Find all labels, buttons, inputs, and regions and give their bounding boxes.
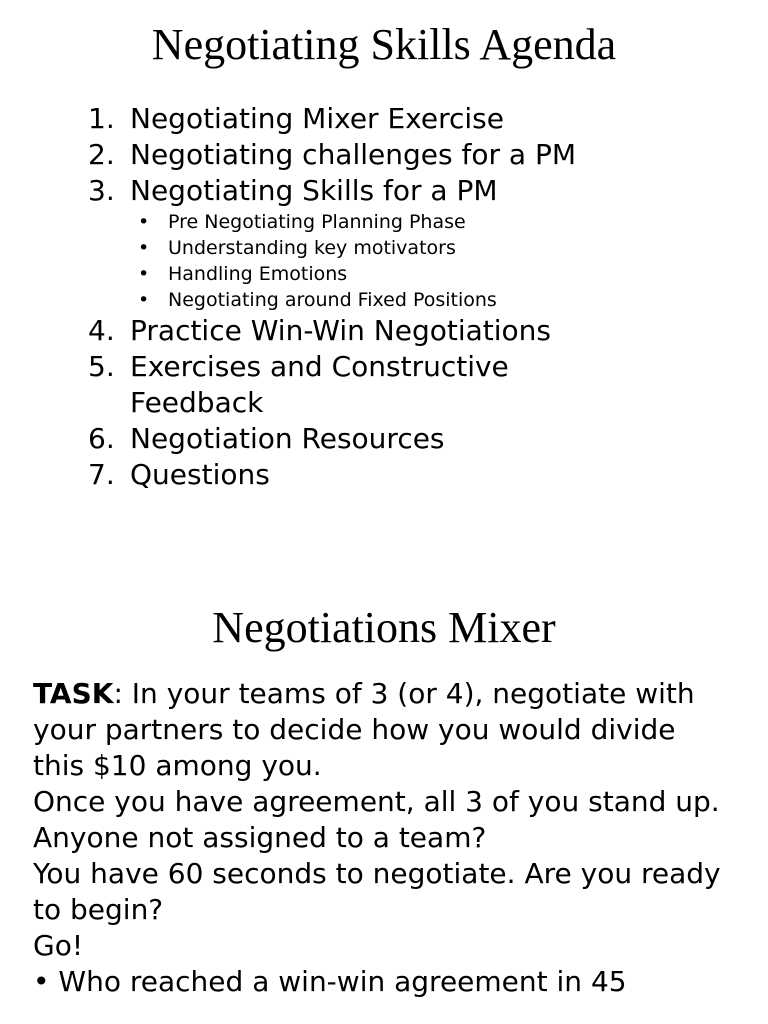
agenda-item-text: Negotiating Skills for a PM [130, 174, 498, 207]
agenda-item-5 [88, 349, 728, 421]
agenda-item-3 [88, 173, 728, 209]
sub-item-fixed-positions [130, 287, 728, 313]
agenda-sub-list [88, 209, 728, 313]
agenda-item-2 [88, 137, 728, 173]
sub-item-planning [130, 209, 728, 235]
instruction-line: You have 60 seconds to negotiate. Are you ready to begin? [33, 857, 721, 926]
sub-item-text: Negotiating around Fixed Positions [168, 289, 497, 311]
bullet-icon: • [138, 237, 150, 259]
task-label: TASK [33, 677, 114, 710]
agenda-title: Negotiating Skills Agenda [151, 20, 617, 69]
agenda-item-number: 3. [88, 174, 115, 207]
agenda-list [88, 101, 728, 493]
agenda-item-number: 5. [88, 350, 115, 383]
agenda-item-text: Negotiating Mixer Exercise [130, 102, 504, 135]
sub-item-text: Pre Negotiating Planning Phase [168, 211, 466, 233]
sub-item-motivators [130, 235, 728, 261]
agenda-item-number: 2. [88, 138, 115, 171]
bullet-icon: • [138, 263, 150, 285]
agenda-item-6 [88, 421, 728, 457]
agenda-item-4 [88, 313, 728, 349]
bullet-line: • Who reached a win-win agreement in 45 [33, 965, 627, 998]
agenda-item-number: 7. [88, 458, 115, 491]
sub-item-text: Understanding key motivators [168, 237, 456, 259]
sub-item-emotions [130, 261, 728, 287]
agenda-item-text: Exercises and Constructive Feedback [130, 350, 509, 419]
task-text: : In your teams of 3 (or 4), negotiate with your partners to decide how you would divide this $10 among you. [33, 677, 695, 782]
agenda-item-number: 6. [88, 422, 115, 455]
agenda-item-number: 4. [88, 314, 115, 347]
agenda-item-text: Practice Win-Win Negotiations [130, 314, 552, 347]
instruction-line: Once you have agreement, all 3 of you stand up. [33, 785, 720, 818]
task-paragraph [33, 676, 733, 784]
instruction-line: Anyone not assigned to a team? [33, 821, 487, 854]
mixer-title: Negotiations Mixer [212, 603, 556, 652]
agenda-item-text: Questions [130, 458, 270, 491]
mixer-body [33, 676, 733, 1000]
agenda-item-1 [88, 101, 728, 137]
agenda-item-text: Negotiation Resources [130, 422, 445, 455]
bullet-icon: • [138, 289, 150, 311]
sub-item-text: Handling Emotions [168, 263, 348, 285]
instruction-line: Go! [33, 929, 84, 962]
bullet-icon: • [138, 211, 150, 233]
agenda-item-text: Negotiating challenges for a PM [130, 138, 576, 171]
agenda-item-7 [88, 457, 728, 493]
agenda-item-number: 1. [88, 102, 115, 135]
